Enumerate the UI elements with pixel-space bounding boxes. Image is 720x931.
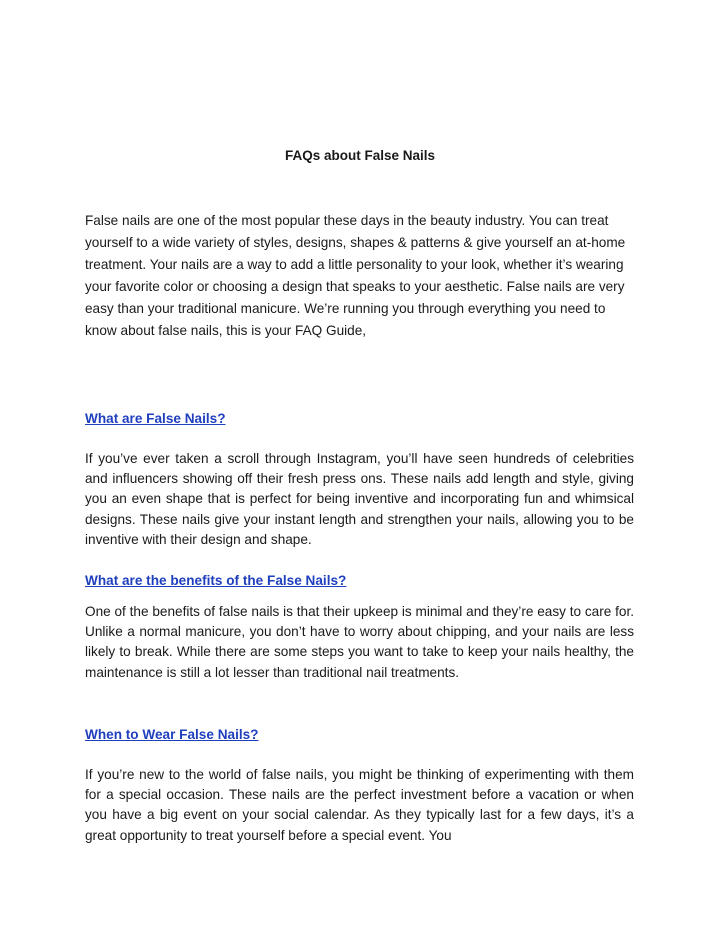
section-heading-benefits[interactable]: What are the benefits of the False Nails? bbox=[85, 573, 347, 588]
section-paragraph-what-are-false-nails: If you’ve ever taken a scroll through Instagram, you’ll have seen hundreds of celebrities and influencers showing off their fresh press ons. These nails add length and style, giving you an even shape that is perfect for being inventive and incorporating fun and whimsical designs. These nails give your instant length and strengthen your nails, allowing you to be inventive with their design and shape. bbox=[85, 451, 634, 547]
section-heading-what-are-false-nails[interactable]: What are False Nails? bbox=[85, 411, 226, 426]
section-paragraph-benefits: One of the benefits of false nails is that their upkeep is minimal and they’re easy to care for. Unlike a normal manicure, you don’t have to worry about chipping, and your nails are less likely to break. While there are some steps you want to take to keep your nails healthy, the maintenance is still a lot lesser than traditional nail treatments. bbox=[85, 604, 634, 680]
section-heading-when-to-wear[interactable]: When to Wear False Nails? bbox=[85, 727, 259, 742]
page-title: FAQs about False Nails bbox=[284, 148, 436, 163]
intro-paragraph: False nails are one of the most popular these days in the beauty industry. You can treat yourself to a wide variety of styles, designs, shapes & patterns & give yourself an at-home treatment. Your nails are a way to add a little personality to your look, whether it’s wearing your favorite color or choosing a design that speaks to your aesthetic. False nails are very easy than your traditional manicure. We’re running you through everything you need to know about false nails, this is your FAQ Guide, bbox=[85, 213, 626, 338]
section-paragraph-when-to-wear: If you’re new to the world of false nails, you might be thinking of experimenting with them for a special occasion. These nails are the perfect investment before a vacation or when you have a big event on your social calendar. As they typically last for a few days, it’s a great opportunity to treat yourself before a special event. You bbox=[85, 767, 634, 843]
